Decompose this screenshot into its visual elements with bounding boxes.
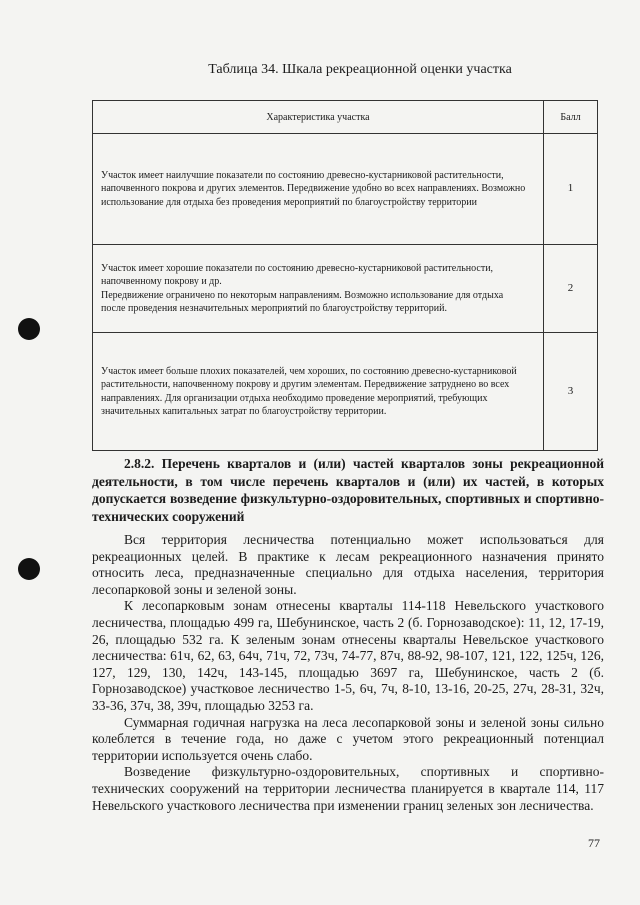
body-text xyxy=(92,532,604,814)
paragraph: Вся территория лесничества потенциально может использоваться для рекреационных целей. В практике к лесам рекреационного назначения принято относить леса, предназначенные специально для отдыха населения, территория лесопарковой зоны и зеленой зоны. xyxy=(92,532,604,597)
page-number: 77 xyxy=(588,836,600,850)
section-heading: 2.8.2. Перечень кварталов и (или) частей кварталов зоны рекреационной деятельности, в том числе перечень кварталов и (или) их частей, в которых допускается возведение физкультурно-оздоровительных, спортивных и спортивно-технических сооружений xyxy=(92,456,604,524)
paragraph: Суммарная годичная нагрузка на леса лесопарковой зоны и зеленой зоны сильно колеблется в течение года, но даже с учетом этого рекреационный потенциал территории используется очень слабо. xyxy=(92,714,604,763)
table-row xyxy=(93,245,598,333)
row-description-line: Участок имеет хорошие показатели по состоянию древесно-кустарниковой растительности, напочвенному покрову и др. xyxy=(101,262,494,288)
paragraph: К лесопарковым зонам отнесены кварталы 114-118 Невельского участкового лесничества, площадью 499 га, Шебунинское, часть 2 (б. Горнозаводское): 11, 12, 17-19, 26, площадью 532 га. К зеленым зонам отнесены кварталы Невельское участкового лесничества: 61ч, 62, 63, 64ч, 71ч, 72, 73ч, 74-77, 87ч, 88-92, 98-107, 121, 122, 125ч, 126, 127, 129, 130, 142ч, 143-145, площадью 3697 га, Шебунинское, часть 2 (б. Горнозаводское) участковое лесничество 1-5, 6ч, 7ч, 8-10, 13-16, 20-25, 27ч, 28-31, 32ч, 33-36, 37ч, 38, 39ч, площадью 3253 га. xyxy=(92,598,604,713)
table-caption: Таблица 34. Шкала рекреационной оценки участка xyxy=(208,62,512,77)
table-row xyxy=(93,333,598,451)
paragraph: Возведение физкультурно-оздоровительных, спортивных и спортивно-технических сооружений на территории лесничества планируется в квартале 114, 117 Невельского участкового лесничества при изменении границ зеленых зон лесничества. xyxy=(92,764,604,813)
row-score: 2 xyxy=(544,245,598,333)
header-characteristic: Характеристика участка xyxy=(93,101,544,134)
row-score: 1 xyxy=(544,134,598,245)
row-description: Участок имеет больше плохих показателей, чем хороших, по состоянию древесно-кустарниковой растительности, напочвенному покрову и другим элементам. Передвижение затруднено во всех направлениях. Для организации отдыха необходимо проведение мероприятий, требующих значительных капитальных затрат по благоустройству территории. xyxy=(93,333,544,451)
row-description xyxy=(93,245,544,333)
row-score: 3 xyxy=(544,333,598,451)
recreation-scale-table xyxy=(92,100,598,451)
binder-hole-mark xyxy=(18,558,40,580)
table-header-row xyxy=(93,101,598,134)
header-score: Балл xyxy=(544,101,598,134)
table-row xyxy=(93,134,598,245)
row-description-line: Передвижение ограничено по некоторым направлениям. Возможно использование для отдыха после проведения незначительных мероприятий по благоустройству территорий. xyxy=(101,289,504,314)
row-description: Участок имеет наилучшие показатели по состоянию древесно-кустарниковой растительности, напочвенного покрова и других элементов. Передвижение удобно во всех направлениях. Возможно использование для отдыха без проведения мероприятий по благоустройству территории xyxy=(93,134,544,245)
binder-hole-mark xyxy=(18,318,40,340)
